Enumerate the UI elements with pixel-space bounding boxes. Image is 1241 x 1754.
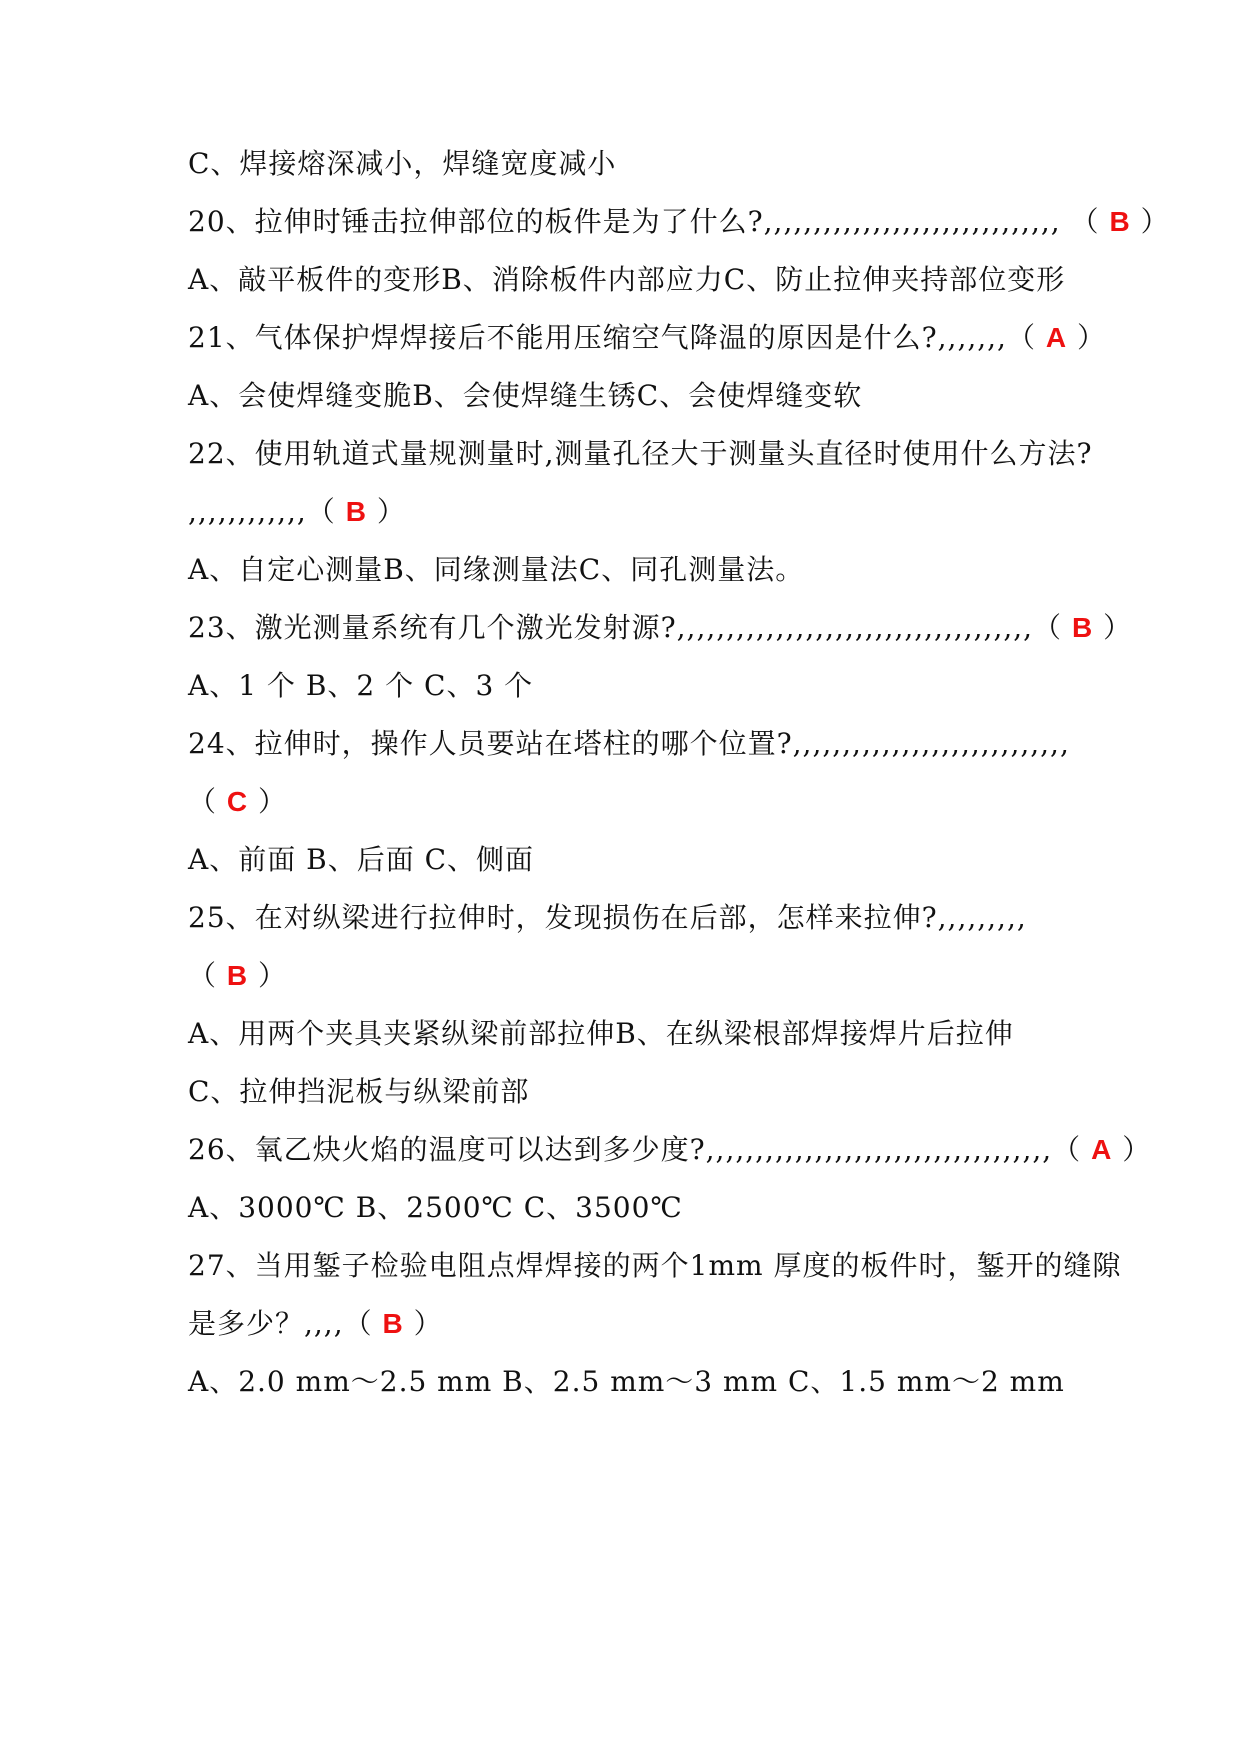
- answer-23: B: [1071, 612, 1094, 643]
- line-text: A、2.0 mm～2.5 mm B、2.5 mm～3 mm C、1.5 mm～2 mm: [188, 1365, 1065, 1398]
- answer-21: A: [1045, 322, 1068, 353]
- options-20: [188, 262, 1065, 298]
- line-text: C、焊接熔深减小，焊缝宽度减小: [188, 147, 617, 180]
- answer-22: B: [345, 496, 367, 527]
- question-22: [188, 436, 1093, 472]
- answer-20: B: [1109, 206, 1131, 237]
- options-24: [188, 842, 534, 878]
- line-text: A、用两个夹具夹紧纵梁前部拉伸B、在纵梁根部焊接焊片后拉伸: [188, 1017, 1014, 1050]
- line-text: A、敲平板件的变形B、消除板件内部应力C、防止拉伸夹持部位变形: [188, 263, 1066, 296]
- line-text: 20、拉伸时锤击拉伸部位的板件是为了什么?,,,,,,,,,,,,,,,,,,,,,,,,,,,,,, （: [188, 205, 1110, 238]
- line-tail: ）: [248, 785, 288, 818]
- options-25-c: [188, 1074, 529, 1110]
- line-text: 是多少？,,,,（: [188, 1307, 383, 1340]
- answer-26: A: [1091, 1134, 1113, 1165]
- question-20: [188, 204, 1170, 240]
- question-21: [188, 320, 1106, 356]
- line-text: A、3000℃ B、2500℃ C、3500℃: [188, 1191, 683, 1224]
- question-24-cont: [188, 784, 287, 820]
- option-line-19c: [188, 146, 616, 182]
- line-text: （: [188, 959, 227, 992]
- question-25-cont: [188, 958, 287, 994]
- options-25-ab: [188, 1016, 1014, 1052]
- line-text: 21、气体保护焊焊接后不能用压缩空气降温的原因是什么?,,,,,,,（: [188, 321, 1046, 354]
- line-tail: ）: [1067, 321, 1106, 354]
- line-text: 22、使用轨道式量规测量时,测量孔径大于测量头直径时使用什么方法?: [188, 437, 1093, 470]
- question-26: [188, 1132, 1151, 1168]
- question-27: [188, 1248, 1121, 1284]
- line-text: A、会使焊缝变脆B、会使焊缝生锈C、会使焊缝变软: [188, 379, 863, 412]
- answer-25: B: [226, 960, 249, 991]
- line-tail: ）: [1112, 1133, 1152, 1166]
- line-text: ,,,,,,,,,,,,（: [188, 495, 346, 528]
- options-26: [188, 1190, 683, 1226]
- line-text: A、前面 B、后面 C、侧面: [188, 843, 535, 876]
- answer-24: C: [226, 786, 249, 817]
- line-tail: ）: [403, 1307, 443, 1340]
- line-tail: ）: [1130, 205, 1170, 238]
- line-text: C、拉伸挡泥板与纵梁前部: [188, 1075, 530, 1108]
- line-text: 23、激光测量系统有几个激光发射源?,,,,,,,,,,,,,,,,,,,,,,,,,,,,,,,,,,,,（: [188, 611, 1072, 644]
- question-24: [188, 726, 1070, 762]
- options-23: [188, 668, 533, 704]
- question-22-cont: [188, 494, 406, 530]
- line-text: 26、氧乙炔火焰的温度可以达到多少度?,,,,,,,,,,,,,,,,,,,,,,,,,,,,,,,,,,,（: [188, 1133, 1092, 1166]
- options-22: [188, 552, 804, 588]
- line-text: 25、在对纵梁进行拉伸时，发现损伤在后部，怎样来拉伸?,,,,,,,,,: [188, 901, 1027, 934]
- line-text: （: [188, 785, 227, 818]
- line-text: 27、当用錾子检验电阻点焊焊接的两个1mm 厚度的板件时，錾开的缝隙: [188, 1249, 1122, 1282]
- line-tail: ）: [248, 959, 288, 992]
- options-21: [188, 378, 862, 414]
- line-text: 24、拉伸时，操作人员要站在塔柱的哪个位置?,,,,,,,,,,,,,,,,,,,,,,,,,,,,: [188, 727, 1070, 760]
- options-27: [188, 1364, 1065, 1400]
- question-27-cont: [188, 1306, 443, 1342]
- line-tail: ）: [366, 495, 406, 528]
- line-text: A、自定心测量B、同缘测量法C、同孔测量法。: [188, 553, 805, 586]
- answer-27: B: [382, 1308, 404, 1339]
- question-23: [188, 610, 1132, 646]
- line-text: A、1 个 B、2 个 C、3 个: [188, 669, 534, 702]
- question-25: [188, 900, 1027, 936]
- line-tail: ）: [1093, 611, 1133, 644]
